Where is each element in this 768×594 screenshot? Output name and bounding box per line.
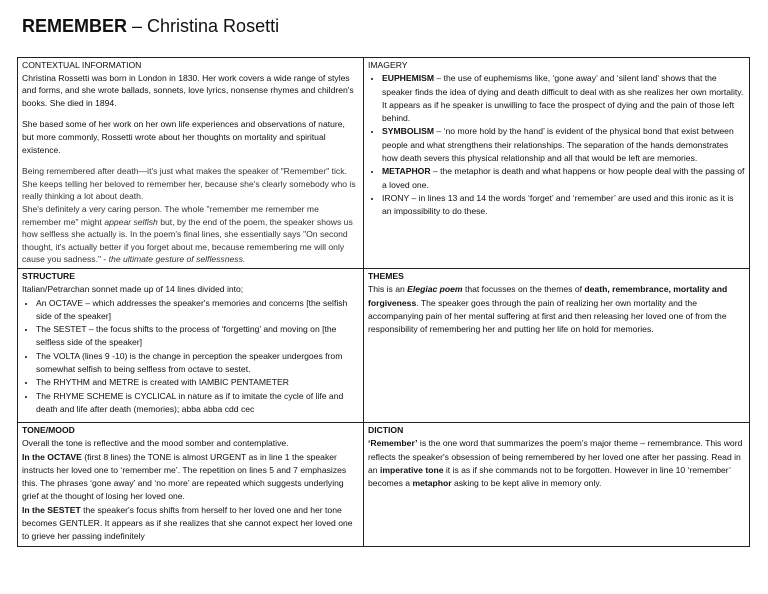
tone-octave: In the OCTAVE (first 8 lines) the TONE is almost URGENT as in line 1 the speaker instructs her loved one to ‘remember me’. The repetition on lines 5 and 7 emphasizes this. The phrases ‘gone away’ and ‘no more’ are repeated which suggests underlying grief at the thought of losing her loved one.	[22, 451, 347, 502]
context-cell	[18, 58, 364, 269]
structure-heading: STRUCTURE	[22, 270, 75, 281]
tone-cell	[18, 422, 364, 546]
structure-item: • The RHYTHM and METRE is created with IAMBIC PENTAMETER	[36, 376, 359, 389]
structure-item: • The SESTET – the focus shifts to the process of ‘forgetting’ and moving on [the selfless side of the speaker]	[36, 323, 359, 350]
tone-heading: TONE/MOOD	[22, 424, 75, 435]
context-p2: She based some of her work on her own life experiences and observations of nature, but more commonly, Rossetti wrote about her thoughts on mortality and spiritual existence.	[22, 119, 345, 155]
title-bold: REMEMBER	[22, 16, 128, 36]
context-p4: She's definitely a very caring person. The whole "remember me remember me remember me" might appear selfish but, by the end of the poem, the speaker shows us how selfless she actually is. In the poem's final lines, she essentially says "On second thought, it's actually better if you forget about me, because remembering me will only cause you sadness." - the ultimate gesture of selflessness.	[22, 203, 353, 265]
structure-item: • An OCTAVE – which addresses the speaker's memories and concerns [the selfish side of the speaker]	[36, 297, 359, 324]
imagery-item: • METAPHOR – the metaphor is death and what happens or how people deal with the passing of a loved one.	[382, 165, 745, 192]
themes-cell	[364, 268, 750, 422]
imagery-item: • IRONY – in lines 13 and 14 the words ‘forget’ and ‘remember’ are used and this ironic as it is an impossibility to do these.	[382, 192, 745, 219]
structure-list	[22, 297, 359, 417]
themes-text: This is an Elegiac poem that focusses on the themes of death, remembrance, mortality and forgiveness. The speaker goes through the pain of realizing her own mortality and the accompanying pain of her mental suffering at first and then releasing her loved one of from the responsibility of remembering her and putting her life on hold for memories.	[368, 284, 728, 335]
structure-intro: Italian/Petrarchan sonnet made up of 14 lines divided into;	[22, 284, 244, 295]
context-p3: Being remembered after death—it's just what makes the speaker of "Remember" tick. She keeps telling her beloved to remember her, because she's clearly somebody who is really thinking a lot about death.	[22, 166, 356, 202]
themes-heading: THEMES	[368, 270, 404, 281]
title-rest: – Christina Rosetti	[127, 16, 280, 36]
imagery-list	[368, 72, 745, 218]
structure-item: • The VOLTA (lines 9 -10) is the change in perception the speaker undergoes from somewhat selfish to being selfless from octave to sestet.	[36, 350, 359, 377]
context-heading: CONTEXTUAL INFORMATION	[22, 60, 142, 70]
tone-sestet: In the SESTET the speaker's focus shifts from herself to her loved one and her tone becomes GENTLER. It appears as if she realizes that she cannot expect her loved one to grieve her passing indefinitely	[22, 504, 353, 542]
structure-cell	[18, 268, 364, 422]
diction-cell	[364, 422, 750, 546]
imagery-cell	[364, 58, 750, 269]
context-p1: Christina Rossetti was born in London in 1830. Her work covers a wide range of styles and forms, and she wrote ballads, sonnets, love lyrics, nonsense rhymes and children's books. She died in 1894.	[22, 72, 354, 108]
document-title	[22, 16, 279, 37]
imagery-item: • EUPHEMISM – the use of euphemisms like, ‘gone away’ and ‘silent land’ shows that the speaker finds the idea of dying and death difficult to deal with as she realizes her own mortality. It appears as if he speaker is unwilling to face the prospect of dying and the pain of those left behind.	[382, 72, 745, 125]
diction-text: ‘Remember’ is the one word that summarizes the poem's major theme – remembrance. This word reflects the speaker's obsession of being remembered by her loved one after her passing. Read in an imperative tone it is as if she commands not to be forgotten. However in line 10 ‘remember’ becomes a metaphor asking to be kept alive in memory only.	[368, 438, 743, 489]
tone-line1: Overall the tone is reflective and the mood somber and contemplative.	[22, 438, 289, 449]
imagery-heading: IMAGERY	[368, 60, 408, 70]
diction-heading: DICTION	[368, 424, 404, 435]
imagery-item: • SYMBOLISM – ‘no more hold by the hand’ is evident of the physical bond that exist between people and what strengthens their relationships. The separation of the hands demonstrates how death severs this physical relationship and all that would be left are memories.	[382, 125, 745, 165]
structure-item: • The RHYME SCHEME is CYCLICAL in nature as if to imitate the cycle of life and death and life after death (memories); abba abba cdd cec	[36, 390, 359, 417]
notes-table	[17, 57, 750, 547]
